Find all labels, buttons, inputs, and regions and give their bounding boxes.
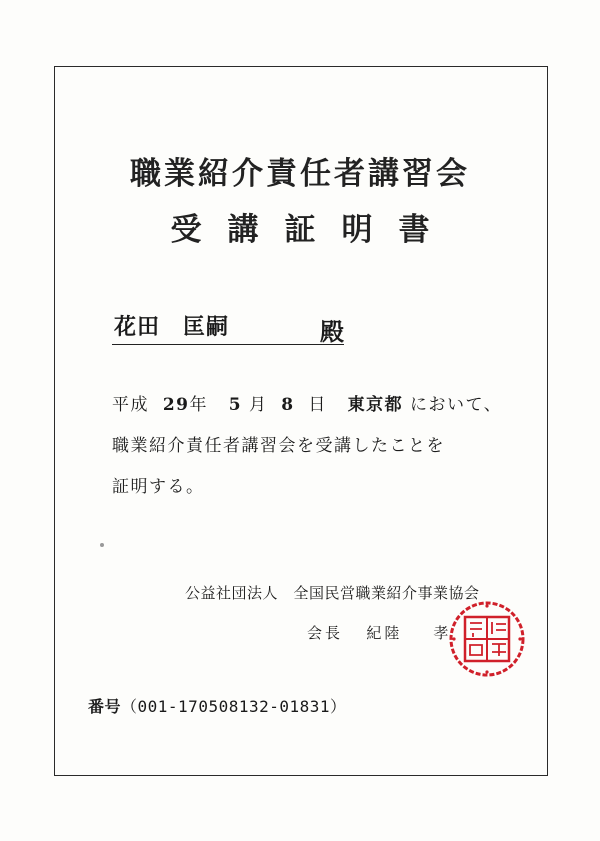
body-line-1 (112, 390, 502, 415)
month-value: 5 (228, 395, 243, 415)
year-value: 29 (162, 395, 190, 415)
certificate-title: 職業紹介責任者講習会 (130, 156, 470, 192)
recipient-line (112, 310, 344, 345)
year-unit: 年 (189, 395, 208, 415)
era: 平成 (112, 395, 149, 415)
line1-suffix: において、 (410, 395, 503, 415)
serial-number (88, 694, 347, 717)
month-unit: 月 (248, 395, 268, 415)
certificate-subtitle: 受講証明書 (170, 212, 456, 248)
honorific: 殿 (320, 317, 344, 346)
body-line-2: 職業紹介責任者講習会を受講したことを (112, 436, 445, 456)
issuer-name-suffix: 孝 (433, 624, 452, 642)
serial-label: 番号 (88, 697, 122, 716)
issuer-organization: 公益社団法人 全国民営職業紹介事業協会 (185, 584, 480, 602)
day-value: 8 (281, 395, 295, 415)
location: 東京都 (347, 395, 404, 415)
issuer-name: 紀陸 (366, 624, 403, 642)
serial-value: （001-170508132-01831） (121, 697, 347, 716)
recipient-name: 花田 匡嗣 (114, 314, 230, 340)
day-unit: 日 (308, 395, 327, 415)
body-line-3: 証明する。 (112, 477, 205, 497)
issuer-position: 会長 (307, 624, 344, 642)
official-seal-icon (448, 600, 526, 678)
issuer-signature (307, 622, 451, 643)
punch-mark (100, 543, 104, 547)
